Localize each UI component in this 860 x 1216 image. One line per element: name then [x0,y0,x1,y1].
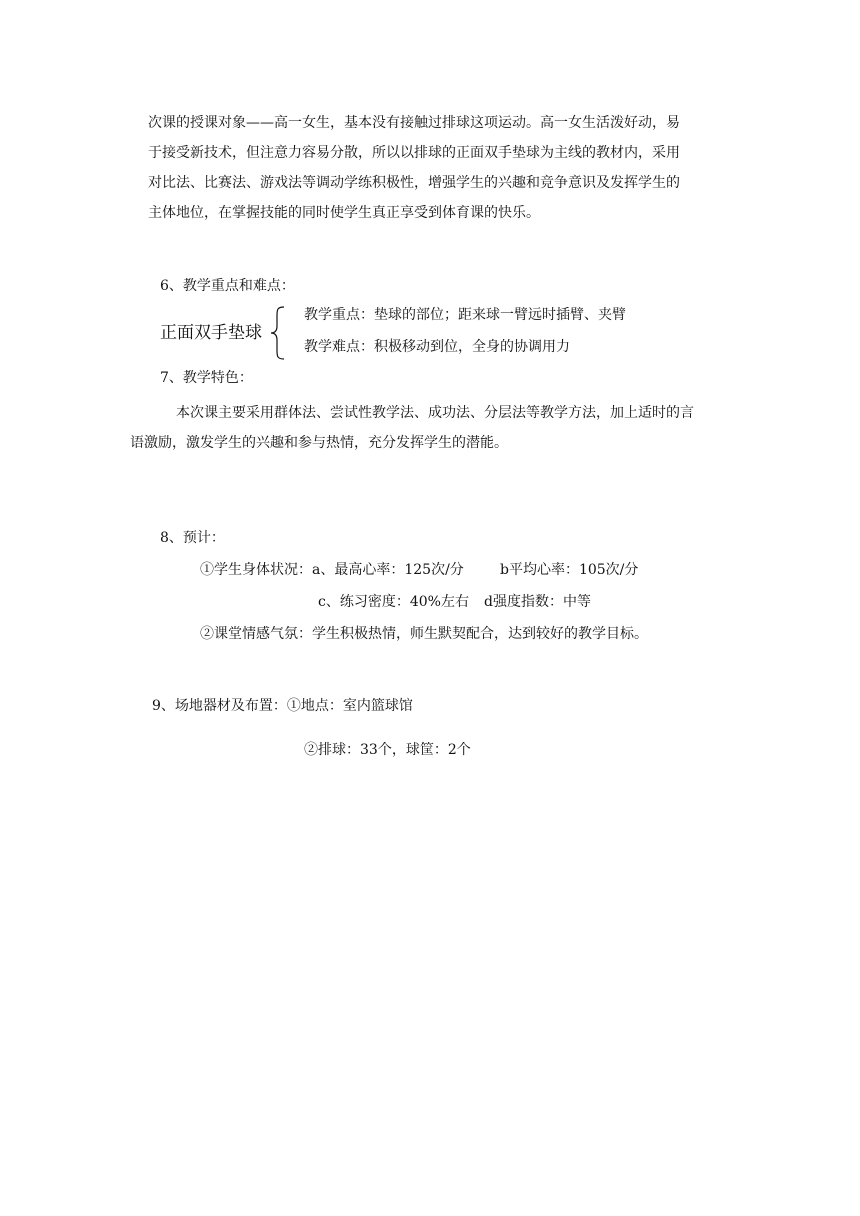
emotion-text: ②课堂情感气氛：学生积极热情，师生默契配合，达到较好的教学目标。 [200,626,648,642]
key-point-text: 教学重点：垫球的部位；距来球一臂远时插臂、夹臂 [304,307,626,323]
section-8-heading: 8、预计： [160,530,225,546]
intro-line: 对比法、比赛法、游戏法等调动学练积极性，增强学生的兴趣和竞争意识及发挥学生的 [148,175,680,191]
equipment-text: ②排球：33个，球筐：2个 [304,742,471,758]
curly-brace-icon [268,306,290,360]
intro-line: 主体地位，在掌握技能的同时使学生真正享受到体育课的快乐。 [148,205,540,221]
section-7-heading: 7、教学特色： [160,370,253,386]
intensity-text: d强度指数：中等 [484,594,591,610]
avg-heart-rate-text: b平均心率：105次/分 [500,562,639,578]
density-text: c、练习密度：40%左右 [318,594,469,610]
section-7-paragraph [130,398,740,458]
body-status-text: ①学生身体状况：a、最高心率：125次/分 [200,562,464,578]
difficulty-text: 教学难点：积极移动到位，全身的协调用力 [304,339,570,355]
section-6-heading: 6、教学重点和难点： [160,278,295,294]
topic-label: 正面双手垫球 [160,323,262,343]
section-7-line: 本次课主要采用群体法、尝试性教学法、成功法、分层法等教学方法，加上适时的言 [176,405,694,421]
intro-line: 于接受新技术，但注意力容易分散，所以以排球的正面双手垫球为主线的教材内，采用 [148,145,680,161]
section-7-line: 语激励，激发学生的兴趣和参与热情，充分发挥学生的潜能。 [130,435,508,451]
intro-paragraph [148,108,738,228]
section-9-heading: 9、场地器材及布置：①地点：室内篮球馆 [152,698,413,714]
intro-line: 次课的授课对象——高一女生，基本没有接触过排球这项运动。高一女生活泼好动，易 [148,115,680,131]
